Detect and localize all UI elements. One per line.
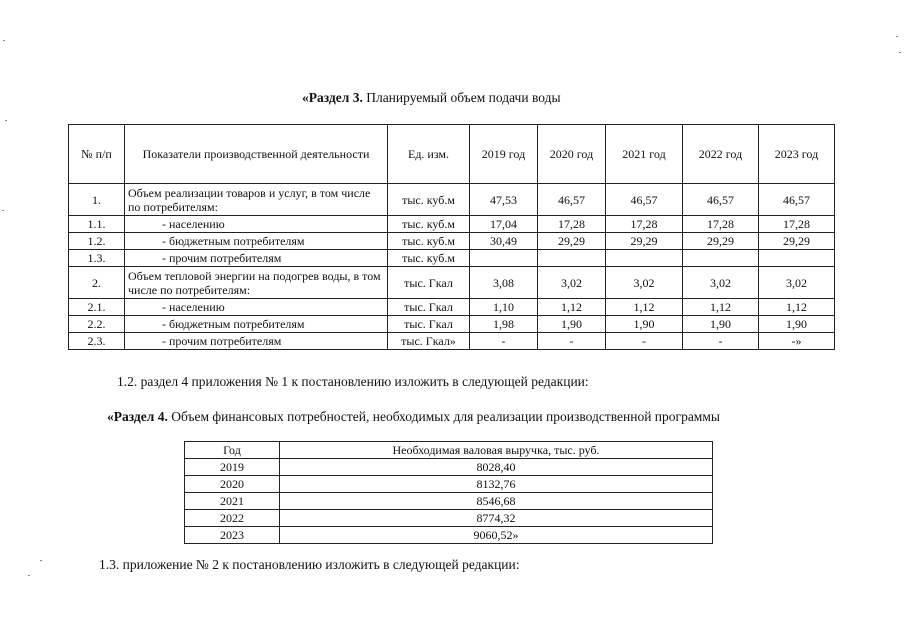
row-value: 1,90 [538,316,606,333]
row-indicator: - населению [125,216,388,233]
scan-speck [5,120,7,121]
scan-speck [3,40,5,41]
year-cell: 2019 [185,459,280,476]
row-number: 2.3. [69,333,125,350]
row-value: 3,08 [470,267,538,299]
row-value [470,250,538,267]
year-cell: 2021 [185,493,280,510]
table-row [69,216,835,233]
row-value [606,250,683,267]
row-indicator: - бюджетным потребителям [125,233,388,250]
section-3-prefix: «Раздел 3. [302,90,363,105]
header-cell: Показатели производственной деятельности [125,125,388,184]
scan-speck [896,36,898,37]
row-unit: тыс. Гкал [388,316,470,333]
row-value: 17,28 [538,216,606,233]
revenue-cell: 8132,76 [280,476,713,493]
row-unit: тыс. куб.м [388,233,470,250]
row-value: 1,12 [759,299,835,316]
row-value: 17,28 [606,216,683,233]
scan-speck [40,560,42,561]
scan-speck [2,210,4,211]
row-value: 29,29 [538,233,606,250]
table-row [185,527,713,544]
paragraph-1-3: 1.3. приложение № 2 к постановлению изложить в следующей редакции: [99,557,520,572]
header-cell: 2021 год [606,125,683,184]
revenue-cell: 8546,68 [280,493,713,510]
row-value: 1,90 [606,316,683,333]
section-3-title: Планируемый объем подачи воды [366,90,561,105]
table-row [185,510,713,527]
year-cell: 2023 [185,527,280,544]
row-value: 46,57 [683,184,759,216]
row-value [683,250,759,267]
header-cell: 2022 год [683,125,759,184]
row-value: 30,49 [470,233,538,250]
row-indicator: Объем реализации товаров и услуг, в том числе по потребителям: [125,184,388,216]
scan-speck [28,575,30,576]
row-number: 2.1. [69,299,125,316]
header-cell: 2023 год [759,125,835,184]
row-number: 2. [69,267,125,299]
section-3-heading [302,90,561,106]
row-indicator: - прочим потребителям [125,250,388,267]
row-value: - [538,333,606,350]
row-unit: тыс. куб.м [388,216,470,233]
row-number: 1.3. [69,250,125,267]
table-row [69,267,835,299]
row-value: 1,90 [759,316,835,333]
row-value: 46,57 [759,184,835,216]
row-value: 1,12 [538,299,606,316]
row-value [538,250,606,267]
row-value: 46,57 [606,184,683,216]
table-header-row [69,125,835,184]
row-value: 17,28 [759,216,835,233]
header-cell: 2020 год [538,125,606,184]
section-4-heading [107,409,720,425]
row-value: 1,12 [683,299,759,316]
row-indicator: - бюджетным потребителям [125,316,388,333]
revenue-cell: 9060,52» [280,527,713,544]
row-value: - [683,333,759,350]
revenue-cell: 8028,40 [280,459,713,476]
section-4-prefix: «Раздел 4. [107,409,168,424]
row-value: - [606,333,683,350]
row-number: 1.1. [69,216,125,233]
header-cell: Год [185,442,280,459]
row-value: 17,28 [683,216,759,233]
table-row [69,316,835,333]
row-number: 1.2. [69,233,125,250]
row-value: 3,02 [538,267,606,299]
row-unit: тыс. Гкал [388,299,470,316]
row-indicator: - населению [125,299,388,316]
row-value: 47,53 [470,184,538,216]
row-value: 1,12 [606,299,683,316]
row-unit: тыс. Гкал [388,267,470,299]
row-value: 3,02 [683,267,759,299]
table-header-row [185,442,713,459]
table-row [69,233,835,250]
row-value [759,250,835,267]
water-supply-table [68,124,835,350]
paragraph-1-2: 1.2. раздел 4 приложения № 1 к постановлению изложить в следующей редакции: [117,374,589,389]
scan-speck [899,52,901,53]
row-value: 1,10 [470,299,538,316]
financial-needs-table [184,441,713,544]
row-value: 17,04 [470,216,538,233]
section-4-title: Объем финансовых потребностей, необходимых для реализации производственной программы [171,409,720,424]
row-indicator: - прочим потребителям [125,333,388,350]
header-cell: 2019 год [470,125,538,184]
table-row [69,299,835,316]
row-unit: тыс. куб.м [388,184,470,216]
year-cell: 2020 [185,476,280,493]
year-cell: 2022 [185,510,280,527]
row-value: 1,98 [470,316,538,333]
header-cell: Ед. изм. [388,125,470,184]
header-cell: № п/п [69,125,125,184]
table-row [185,459,713,476]
row-value: 46,57 [538,184,606,216]
header-cell: Необходимая валовая выручка, тыс. руб. [280,442,713,459]
table-row [69,250,835,267]
row-value: 3,02 [606,267,683,299]
table-row [69,184,835,216]
row-indicator: Объем тепловой энергии на подогрев воды, в том числе по потребителям: [125,267,388,299]
row-value: 29,29 [606,233,683,250]
row-value: 29,29 [683,233,759,250]
row-value: - [470,333,538,350]
row-value: 29,29 [759,233,835,250]
row-number: 2.2. [69,316,125,333]
row-unit: тыс. куб.м [388,250,470,267]
row-value: 1,90 [683,316,759,333]
table-row [69,333,835,350]
table-row [185,476,713,493]
row-unit: тыс. Гкал» [388,333,470,350]
row-value: -» [759,333,835,350]
row-number: 1. [69,184,125,216]
row-value: 3,02 [759,267,835,299]
table-row [185,493,713,510]
revenue-cell: 8774,32 [280,510,713,527]
